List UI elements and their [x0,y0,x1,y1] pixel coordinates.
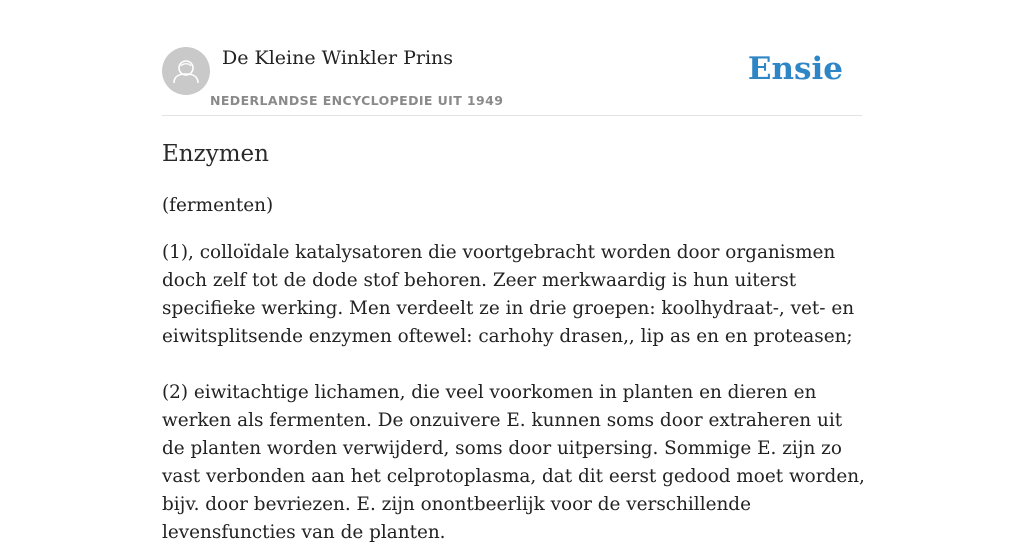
source-title[interactable]: De Kleine Winkler Prins [222,47,454,69]
entry-paragraph-1: (1), colloïdale katalysatoren die voortgebracht worden door organismen doch zelf tot de dode stof behoren. Zeer merkwaardig is hun uiterst specifieke werking. Men verdeelt ze in drie groepen: koolhydraat-, vet- en eiwitsplitsende enzymen oftewel: carhohy drasen,, lip as en en proteasen; [162,242,855,347]
source-header [162,0,862,116]
ensie-logo[interactable]: Ensie [747,51,843,87]
entry-title: Enzymen [162,141,269,167]
entry-paragraph-2: (2) eiwitachtige lichamen, die veel voorkomen in planten en dieren en werken als fermenten. De onzuivere E. kunnen soms door extraheren uit de planten worden verwijderd, soms door uitpersing. Sommige E. zijn zo vast verbonden aan het celprotoplasma, dat dit eerst gedood moet worden, bijv. door bevriezen. E. zijn onontbeerlijk voor de verschillende levensfuncties van de planten. [162,382,865,543]
paragraph-gap [162,351,866,379]
entry-synonym: (fermenten) [162,195,274,216]
entry-body [162,192,866,547]
source-subtitle: NEDERLANDSE ENCYCLOPEDIE UIT 1949 [210,93,504,108]
user-avatar-icon[interactable] [162,47,210,95]
content-column [162,0,865,543]
